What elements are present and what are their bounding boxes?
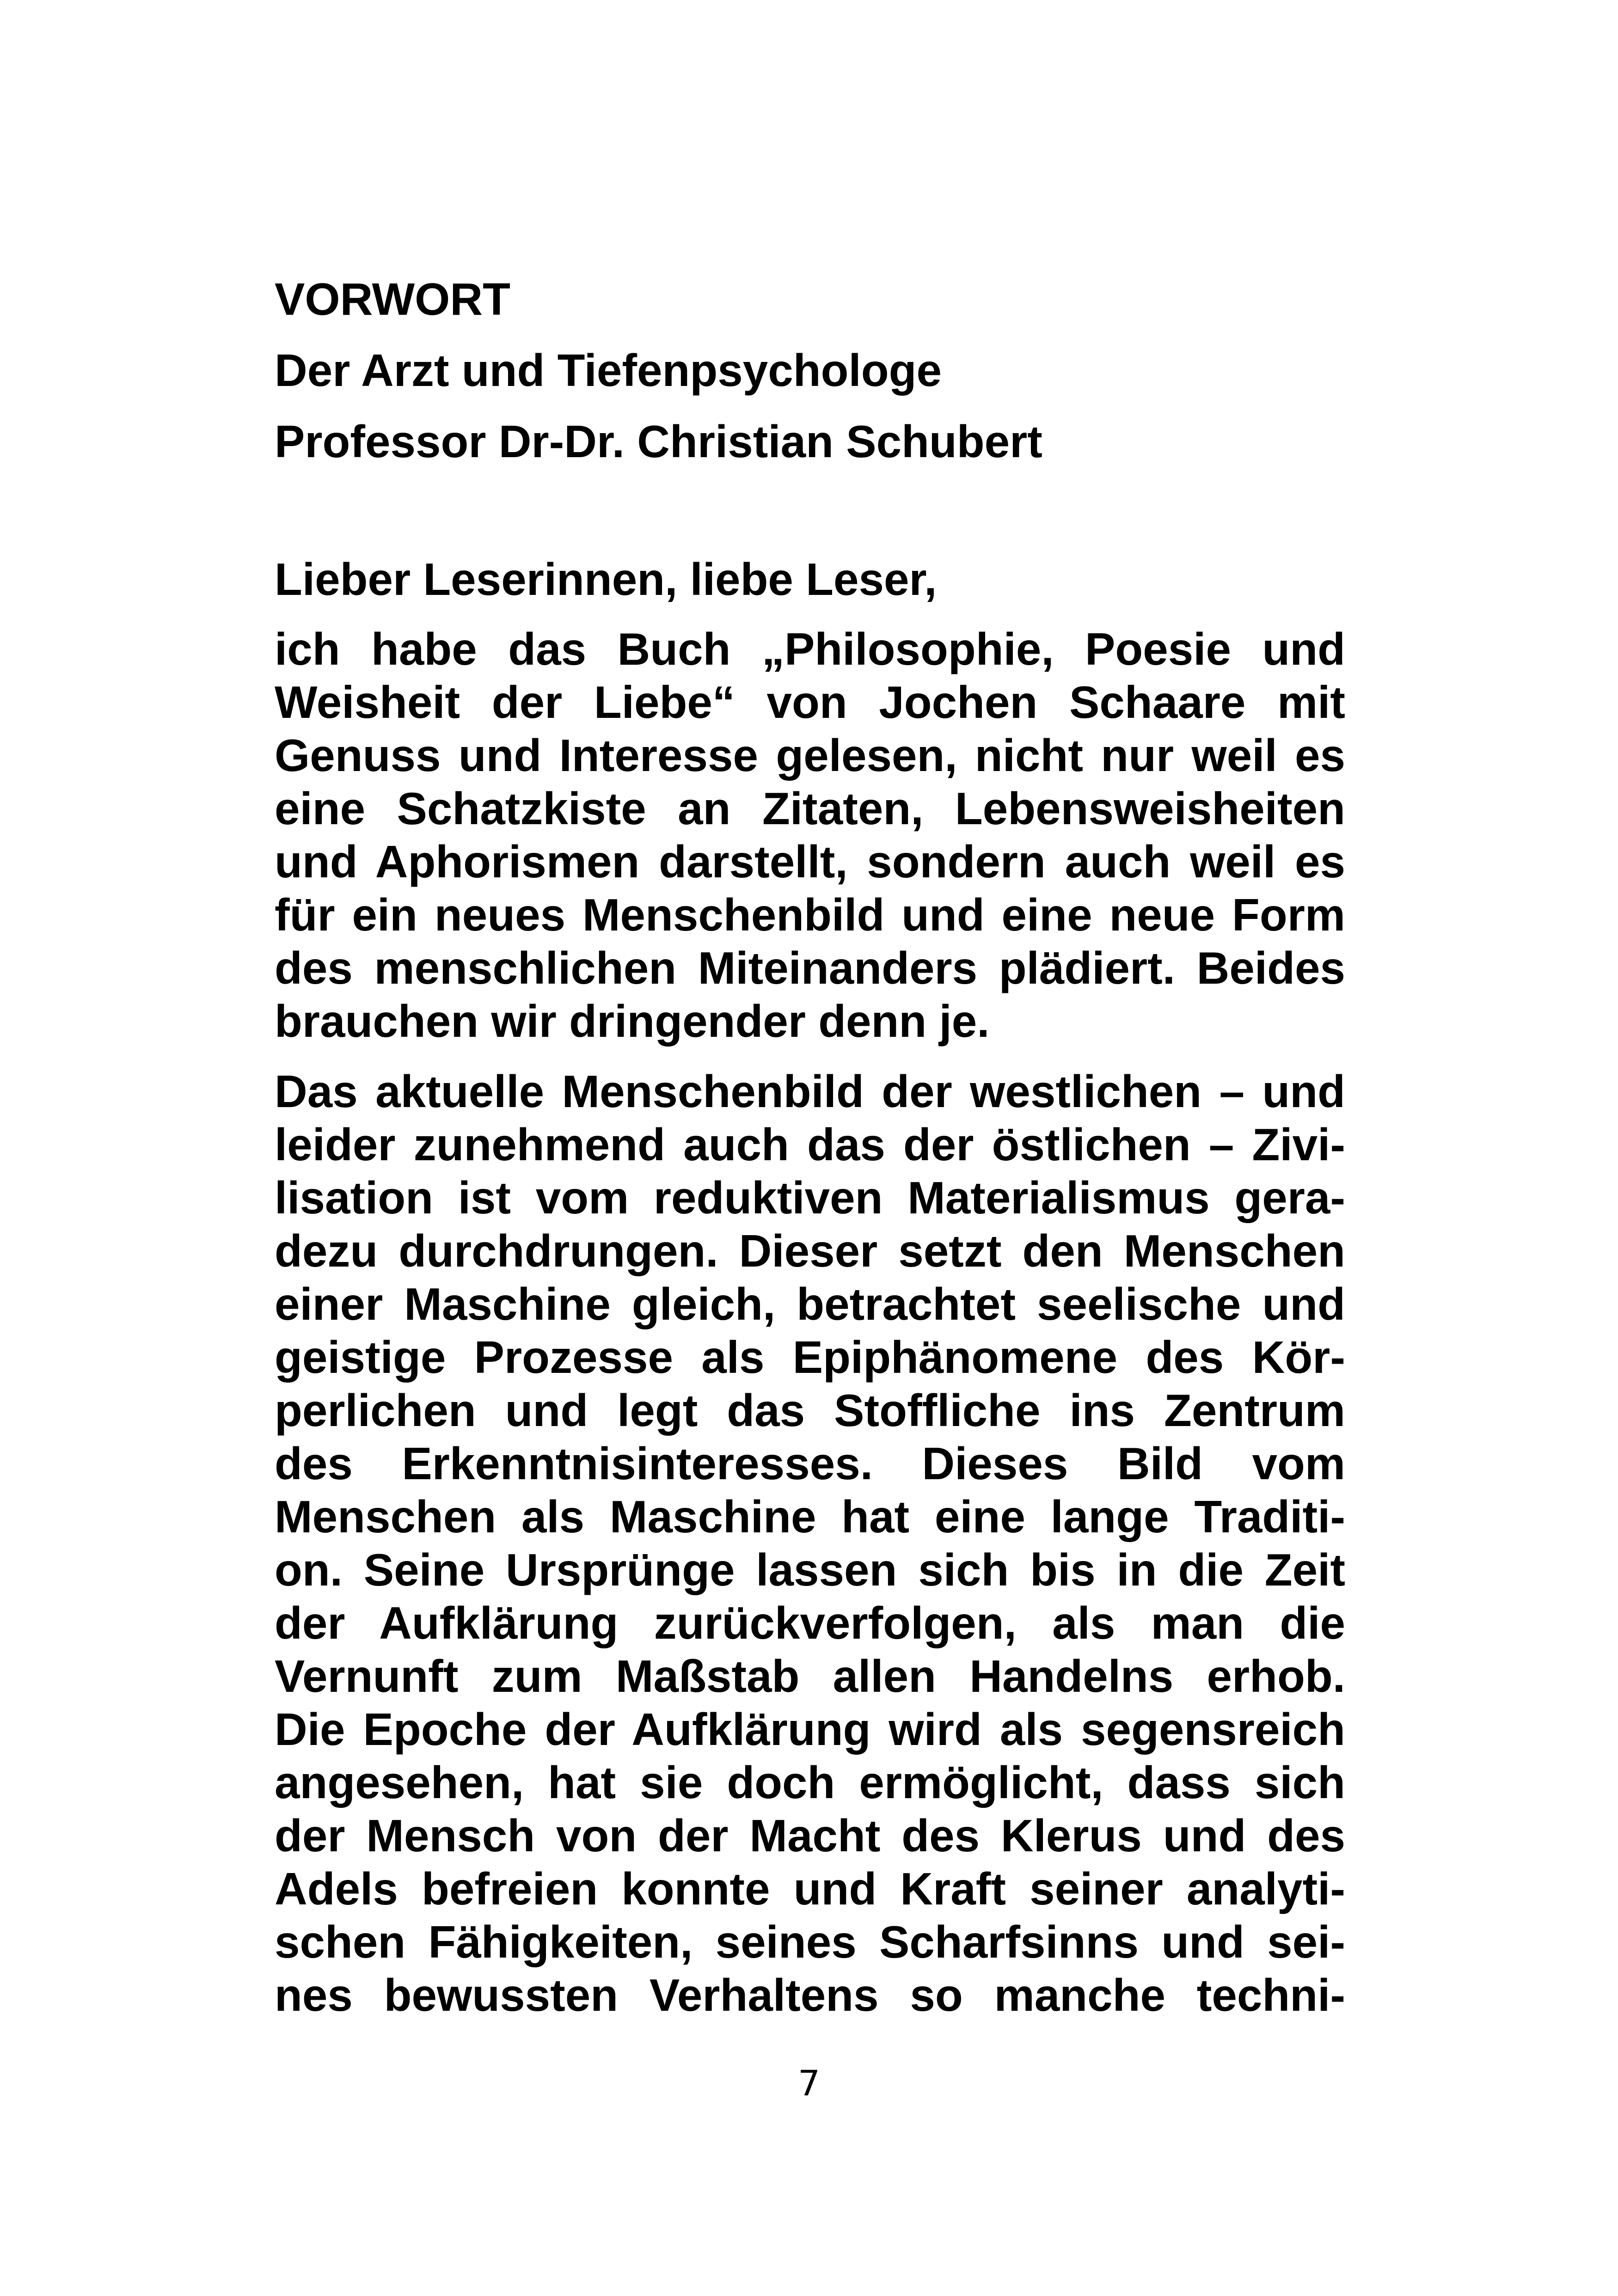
paragraph-line: geistige Prozesse als Epiphänomene des Kör- — [275, 1332, 1345, 1383]
paragraph-line: Das aktuelle Menschenbild der westlichen – und — [275, 1066, 1345, 1117]
paragraph-line: der Aufklärung zurückverfolgen, als man die — [275, 1598, 1345, 1648]
paragraph-line: Adels befreien konnte und Kraft seiner analyti- — [275, 1863, 1345, 1914]
paragraph-line: dezu durchdrungen. Dieser setzt den Menschen — [275, 1225, 1345, 1276]
page-number: 7 — [797, 2063, 821, 2104]
paragraph-line: des menschlichen Miteinanders plädiert. Beides — [275, 943, 1345, 993]
paragraph-line: und Aphorismen darstellt, sondern auch weil es — [275, 836, 1345, 887]
paragraph-line: lisation ist vom reduktiven Materialismus gera- — [275, 1172, 1345, 1223]
chapter-title: VORWORT — [275, 274, 510, 325]
paragraph-line: Vernunft zum Maßstab allen Handelns erhob. — [275, 1651, 1345, 1702]
chapter-subtitle-role: Der Arzt und Tiefenpsychologe — [275, 345, 942, 396]
paragraph-line: einer Maschine gleich, betrachtet seelische und — [275, 1279, 1345, 1329]
paragraph-line: brauchen wir dringender denn je. — [275, 996, 990, 1047]
paragraph-line: Menschen als Maschine hat eine lange Traditi- — [275, 1491, 1345, 1542]
chapter-subtitle-author: Professor Dr-Dr. Christian Schubert — [275, 416, 1042, 467]
paragraph-line: der Mensch von der Macht des Klerus und des — [275, 1810, 1345, 1861]
paragraph-line: ich habe das Buch „Philosophie, Poesie und — [275, 624, 1345, 674]
paragraph-line: on. Seine Ursprünge lassen sich bis in die Zeit — [275, 1544, 1345, 1595]
paragraph-line: Weisheit der Liebe“ von Jochen Schaare mit — [275, 677, 1345, 728]
paragraph-line: eine Schatzkiste an Zitaten, Lebensweisheiten — [275, 783, 1345, 834]
paragraph-line: des Erkenntnisinteresses. Dieses Bild vom — [275, 1438, 1345, 1489]
paragraph-line: nes bewussten Verhaltens so manche techni- — [275, 1970, 1345, 2020]
paragraph-line: für ein neues Menschenbild und eine neue Form — [275, 889, 1345, 940]
paragraph-line: perlichen und legt das Stoffliche ins Zentrum — [275, 1385, 1345, 1436]
paragraph-line: leider zunehmend auch das der östlichen – Zivi- — [275, 1119, 1345, 1170]
greeting: Lieber Leserinnen, liebe Leser, — [275, 554, 937, 605]
paragraph-line: Genuss und Interesse gelesen, nicht nur weil es — [275, 730, 1345, 781]
paragraph-line: Die Epoche der Aufklärung wird als segensreich — [275, 1704, 1345, 1755]
paragraph-line: angesehen, hat sie doch ermöglicht, dass sich — [275, 1757, 1345, 1808]
paragraph-line: schen Fähigkeiten, seines Scharfsinns und sei- — [275, 1916, 1345, 1967]
